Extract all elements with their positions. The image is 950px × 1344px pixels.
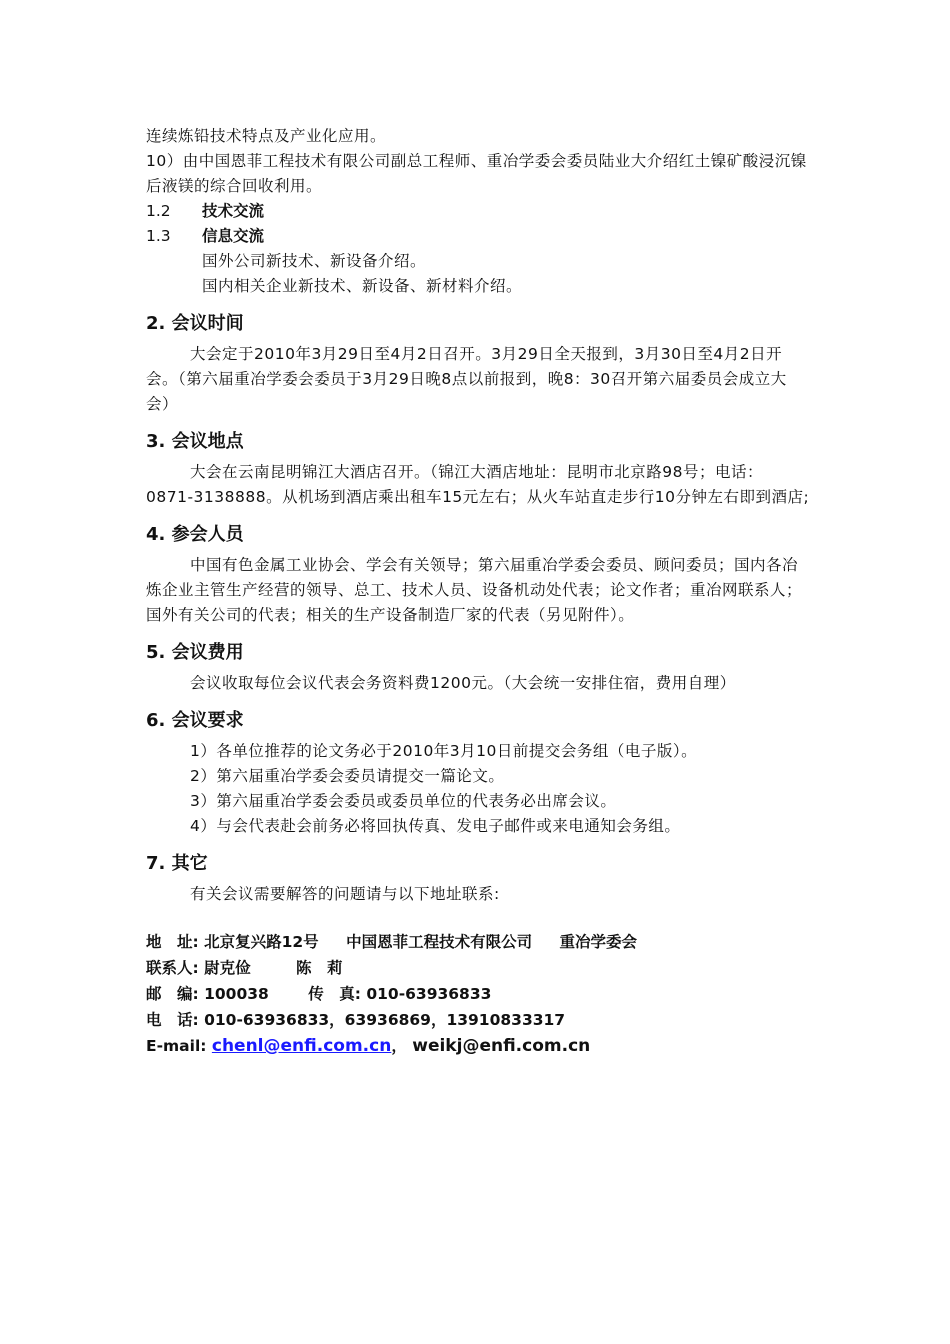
phone-label: 电 话: <box>146 1011 199 1029</box>
subsection-title: 信息交流 <box>202 227 265 245</box>
section-body-other: 有关会议需要解答的问题请与以下地址联系: <box>190 885 500 903</box>
postcode-label: 邮 编: <box>146 985 199 1003</box>
email-weikj: weikj@enfi.com.cn <box>412 1036 591 1056</box>
list-item: 2）第六届重冶学委会委员请提交一篇论文。 <box>190 767 505 785</box>
address-department: 重冶学委会 <box>559 933 638 951</box>
info-item: 国内相关企业新技术、新设备、新材料介绍。 <box>202 277 523 295</box>
address-street: 北京复兴路12号 <box>204 933 319 951</box>
subsection-number: 1.2 <box>146 202 171 220</box>
section-heading-attendees: 4. 参会人员 <box>146 524 244 545</box>
contact-block <box>146 929 810 1059</box>
section-heading-place: 3. 会议地点 <box>146 431 244 452</box>
postcode-value: 100038 <box>204 985 269 1003</box>
email-link-chenl[interactable]: chenl@enfi.com.cn <box>211 1036 392 1056</box>
subsection-number: 1.3 <box>146 227 171 245</box>
intro-line-1: 连续炼铅技术特点及产业化应用。 <box>146 127 387 145</box>
document-page <box>146 124 810 1059</box>
section-heading-fee: 5. 会议费用 <box>146 642 244 663</box>
contact-email-row <box>146 1033 810 1059</box>
contact-address-row <box>146 929 810 955</box>
requirements-list <box>146 739 810 839</box>
subsection-title: 技术交流 <box>202 202 265 220</box>
address-label: 地 址: <box>146 933 199 951</box>
list-item: 1）各单位推荐的论文务必于2010年3月10日前提交会务组（电子版）。 <box>190 742 698 760</box>
intro-line-2: 10）由中国恩菲工程技术有限公司副总工程师、重冶学委会委员陆业大介绍红土镍矿酸浸沉镍后液镁的综合回收利用。 <box>146 152 807 195</box>
section-body-place: 大会在云南昆明锦江大酒店召开。（锦江大酒店地址：昆明市北京路98号；电话：0871-3138888。从机场到酒店乘出租车15元左右；从火车站直走步行10分钟左右即到酒店; <box>146 463 810 506</box>
section-heading-time: 2. 会议时间 <box>146 313 244 334</box>
section-heading-other: 7. 其它 <box>146 853 208 874</box>
email-label: E-mail: <box>146 1037 207 1055</box>
list-item: 4）与会代表赴会前务必将回执传真、发电子邮件或来电通知会务组。 <box>190 817 681 835</box>
email-separator: ， <box>391 1037 407 1055</box>
subsection-tech-exchange <box>146 199 810 224</box>
contact-person-row <box>146 955 810 981</box>
contact-person-1: 尉克俭 <box>204 959 251 977</box>
subsection-info-exchange <box>146 224 810 249</box>
section-body-attendees: 中国有色金属工业协会、学会有关领导；第六届重冶学委会委员、顾问委员；国内各冶炼企业主管生产经营的领导、总工、技术人员、设备机动处代表；论文作者；重冶网联系人；国外有关公司的代表；相关的生产设备制造厂家的代表（另见附件）。 <box>146 556 803 624</box>
section-heading-requirements: 6. 会议要求 <box>146 710 244 731</box>
address-company: 中国恩菲工程技术有限公司 <box>346 933 533 951</box>
section-body-fee: 会议收取每位会议代表会务资料费1200元。（大会统一安排住宿，费用自理） <box>190 674 736 692</box>
phone-value: 010-63936833，63936869，13910833317 <box>204 1011 566 1029</box>
contact-postcode-row <box>146 981 810 1007</box>
contact-person-2: 陈 莉 <box>296 959 343 977</box>
fax-label: 传 真: <box>308 985 361 1003</box>
person-label: 联系人: <box>146 959 199 977</box>
list-item: 3）第六届重冶学委会委员或委员单位的代表务必出席会议。 <box>190 792 617 810</box>
fax-value: 010-63936833 <box>366 985 492 1003</box>
section-body-time: 大会定于2010年3月29日至4月2日召开。3月29日全天报到，3月30日至4月2日开会。（第六届重冶学委会委员于3月29日晚8点以前报到，晚8：30召开第六届委员会成立大会） <box>146 345 787 413</box>
contact-phone-row <box>146 1007 810 1033</box>
info-item: 国外公司新技术、新设备介绍。 <box>202 252 427 270</box>
